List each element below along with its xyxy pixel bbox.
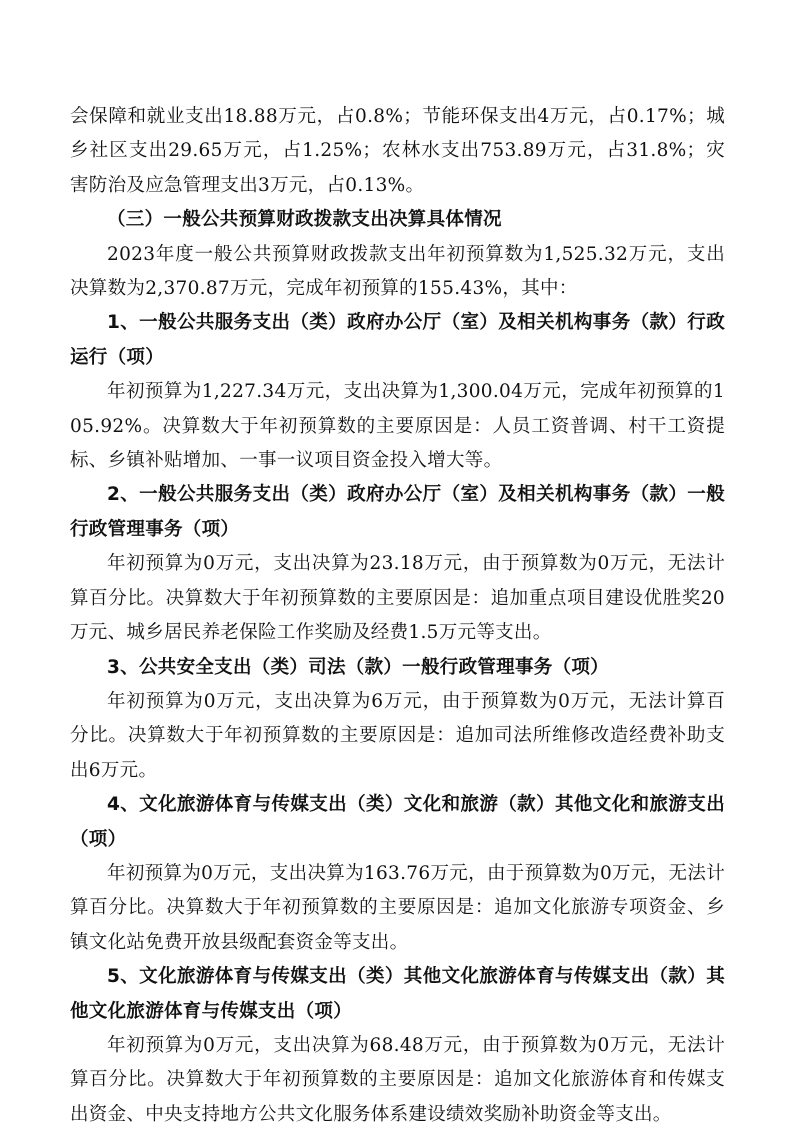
item-paragraph-1: 年初预算为1,227.34万元，支出决算为1,300.04万元，完成年初预算的105.92%。决算数大于年初预算数的主要原因是：人员工资普调、村干工资提标、乡镇补贴增加、一事一议项目资金投入增大等。 <box>70 381 725 472</box>
item-heading-3: 3、公共安全支出（类）司法（款）一般行政管理事务（项） <box>107 656 609 678</box>
item-paragraph-3: 年初预算为0万元，支出决算为6万元，由于预算数为0万元，无法计算百分比。决算数大于年初预算数的主要原因是：追加司法所维修改造经费补助支出6万元。 <box>70 690 725 781</box>
item-paragraph-5: 年初预算为0万元，支出决算为68.48万元，由于预算数为0万元，无法计算百分比。决算数大于年初预算数的主要原因是：追加文化旅游体育和传媒支出资金、中央支持地方公共文化服务体系建设绩效奖励补助资金等支出。 <box>70 1034 725 1125</box>
item-heading-1: 1、一般公共服务支出（类）政府办公厅（室）及相关机构事务（款）行政运行（项） <box>70 312 725 368</box>
section-heading-general-budget-details: （三）一般公共预算财政拨款支出决算具体情况 <box>107 209 502 231</box>
item-heading-4: 4、文化旅游体育与传媒支出（类）文化和旅游（款）其他文化和旅游支出（项） <box>70 794 725 850</box>
paragraph-expenditure-breakdown: 会保障和就业支出18.88万元，占0.8%；节能环保支出4万元，占0.17%；城乡社区支出29.65万元，占1.25%；农林水支出753.89万元，占31.8%；灾害防治及应急管理支出3万元，占0.13%。 <box>70 106 725 196</box>
document-body <box>70 100 725 1132</box>
item-paragraph-4: 年初预算为0万元，支出决算为163.76万元，由于预算数为0万元，无法计算百分比。决算数大于年初预算数的主要原因是：追加文化旅游专项资金、乡镇文化站免费开放县级配套资金等支出。 <box>70 862 725 953</box>
item-heading-5: 5、文化旅游体育与传媒支出（类）其他文化旅游体育与传媒支出（款）其他文化旅游体育与传媒支出（项） <box>70 966 725 1022</box>
item-heading-2: 2、一般公共服务支出（类）政府办公厅（室）及相关机构事务（款）一般行政管理事务（项） <box>70 484 725 540</box>
paragraph-budget-summary: 2023年度一般公共预算财政拨款支出年初预算数为1,525.32万元，支出决算数为2,370.87万元，完成年初预算的155.43%，其中： <box>70 243 725 300</box>
item-paragraph-2: 年初预算为0万元，支出决算为23.18万元，由于预算数为0万元，无法计算百分比。决算数大于年初预算数的主要原因是：追加重点项目建设优胜奖20万元、城乡居民养老保险工作奖励及经费1.5万元等支出。 <box>70 553 725 644</box>
